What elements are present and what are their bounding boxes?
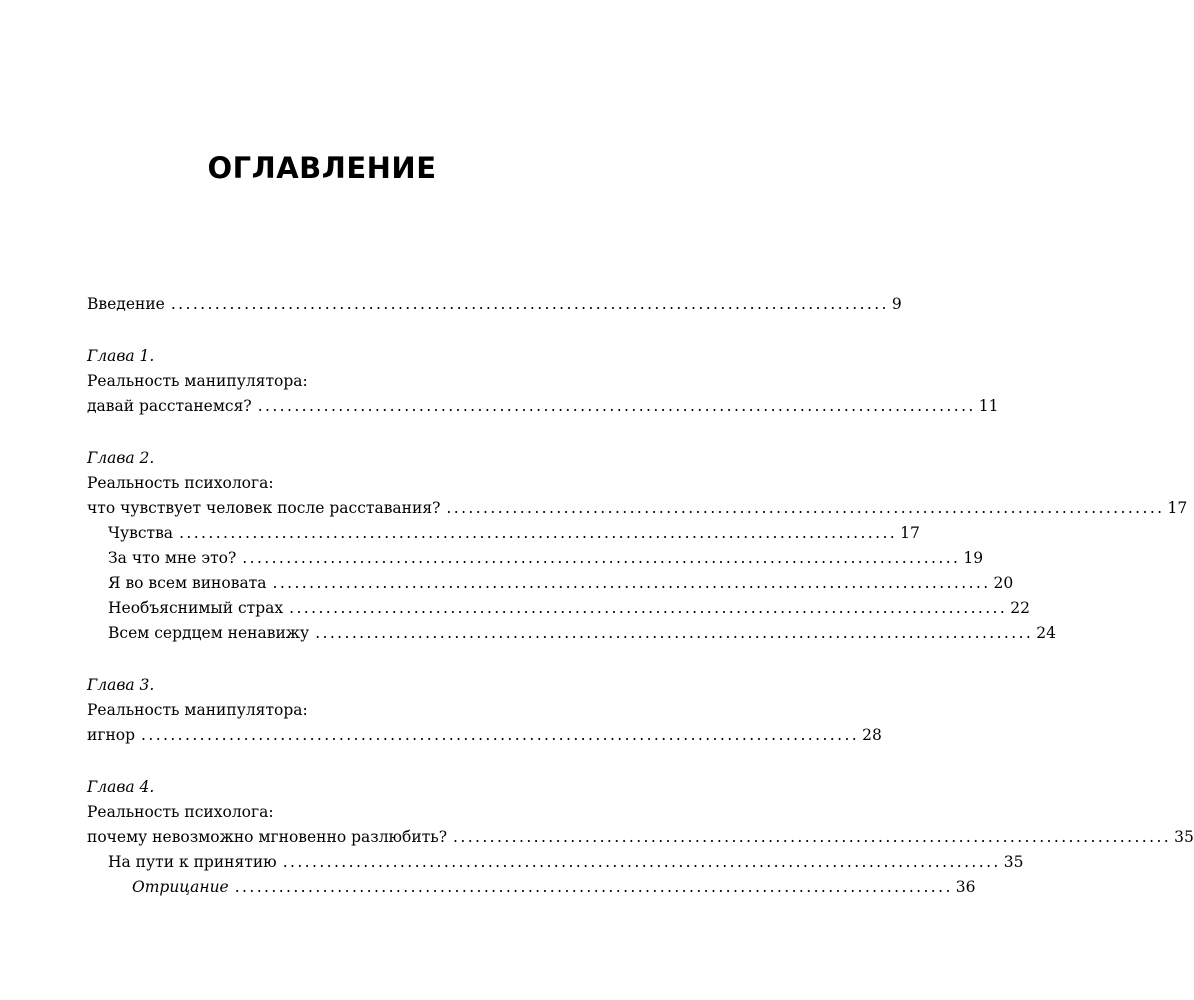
dot-leader: .................................................................................................. [234, 878, 953, 896]
toc-subsection-label: Отрицание [132, 878, 229, 896]
dot-leader: .................................................................................................. [446, 499, 1165, 517]
chapter-heading: Глава 1. [87, 347, 155, 365]
toc-section-label: Чувства [108, 524, 174, 542]
dot-leader: .................................................................................................. [453, 828, 1172, 846]
chapter-subtitle: Реальность манипулятора: [87, 701, 308, 719]
toc-entry-label: давай расстанемся? [87, 397, 252, 415]
chapter-subtitle: Реальность психолога: [87, 803, 274, 821]
toc-entry-label: что чувствует человек после расставания? [87, 499, 441, 517]
toc-page-number: 20 [993, 574, 1014, 592]
toc-page-number: 9 [891, 295, 902, 313]
chapter-subtitle: Реальность психолога: [87, 474, 274, 492]
toc-section-label: За что мне это? [108, 549, 237, 567]
toc-page-number: 36 [955, 878, 976, 896]
toc-entry-chapter-2 [87, 496, 1188, 521]
toc-entry-chapter-4 [87, 825, 1194, 850]
toc-section-label: Всем сердцем ненавижу [108, 624, 310, 642]
chapter-heading: Глава 4. [87, 778, 155, 796]
dot-leader: .................................................................................................. [179, 524, 898, 542]
toc-entry-intro [87, 292, 902, 317]
toc-page-number: 35 [1003, 853, 1024, 871]
table-of-contents [87, 292, 1194, 900]
toc-page-number: 17 [1167, 499, 1188, 517]
chapter-heading: Глава 2. [87, 449, 155, 467]
toc-section [87, 521, 920, 546]
toc-page-number: 24 [1036, 624, 1056, 642]
spacer [87, 419, 537, 446]
toc-page-number: 35 [1174, 828, 1194, 846]
page-title: ОГЛАВЛЕНИЕ [207, 151, 437, 185]
dot-leader: .................................................................................................. [141, 726, 860, 744]
dot-leader: .................................................................................................. [289, 599, 1008, 617]
toc-section-label: На пути к принятию [108, 853, 277, 871]
dot-leader: .................................................................................................. [242, 549, 961, 567]
spacer [87, 317, 537, 344]
toc-section [87, 546, 984, 571]
toc-section [87, 571, 1014, 596]
toc-page-number: 22 [1010, 599, 1030, 617]
dot-leader: .................................................................................................. [170, 295, 889, 313]
dot-leader: .................................................................................................. [282, 853, 1001, 871]
toc-section [87, 850, 1024, 875]
toc-entry-chapter-1 [87, 394, 999, 419]
toc-entry-label: игнор [87, 726, 136, 744]
chapter-subtitle: Реальность манипулятора: [87, 372, 308, 390]
dot-leader: .................................................................................................. [257, 397, 976, 415]
toc-page-number: 17 [900, 524, 920, 542]
toc-subsection [87, 875, 976, 900]
spacer [87, 748, 537, 775]
toc-section [87, 596, 1030, 621]
toc-entry-label: почему невозможно мгновенно разлюбить? [87, 828, 448, 846]
toc-page-number: 28 [862, 726, 882, 744]
toc-section-label: Необъяснимый страх [108, 599, 284, 617]
chapter-heading: Глава 3. [87, 676, 155, 694]
toc-section-label: Я во всем виновата [108, 574, 267, 592]
toc-entry-chapter-3 [87, 723, 882, 748]
toc-entry-label: Введение [87, 295, 165, 313]
toc-section [87, 621, 1056, 646]
dot-leader: .................................................................................................. [315, 624, 1034, 642]
dot-leader: .................................................................................................. [272, 574, 991, 592]
toc-page-number: 19 [963, 549, 984, 567]
toc-page-number: 11 [978, 397, 999, 415]
spacer [87, 646, 537, 673]
